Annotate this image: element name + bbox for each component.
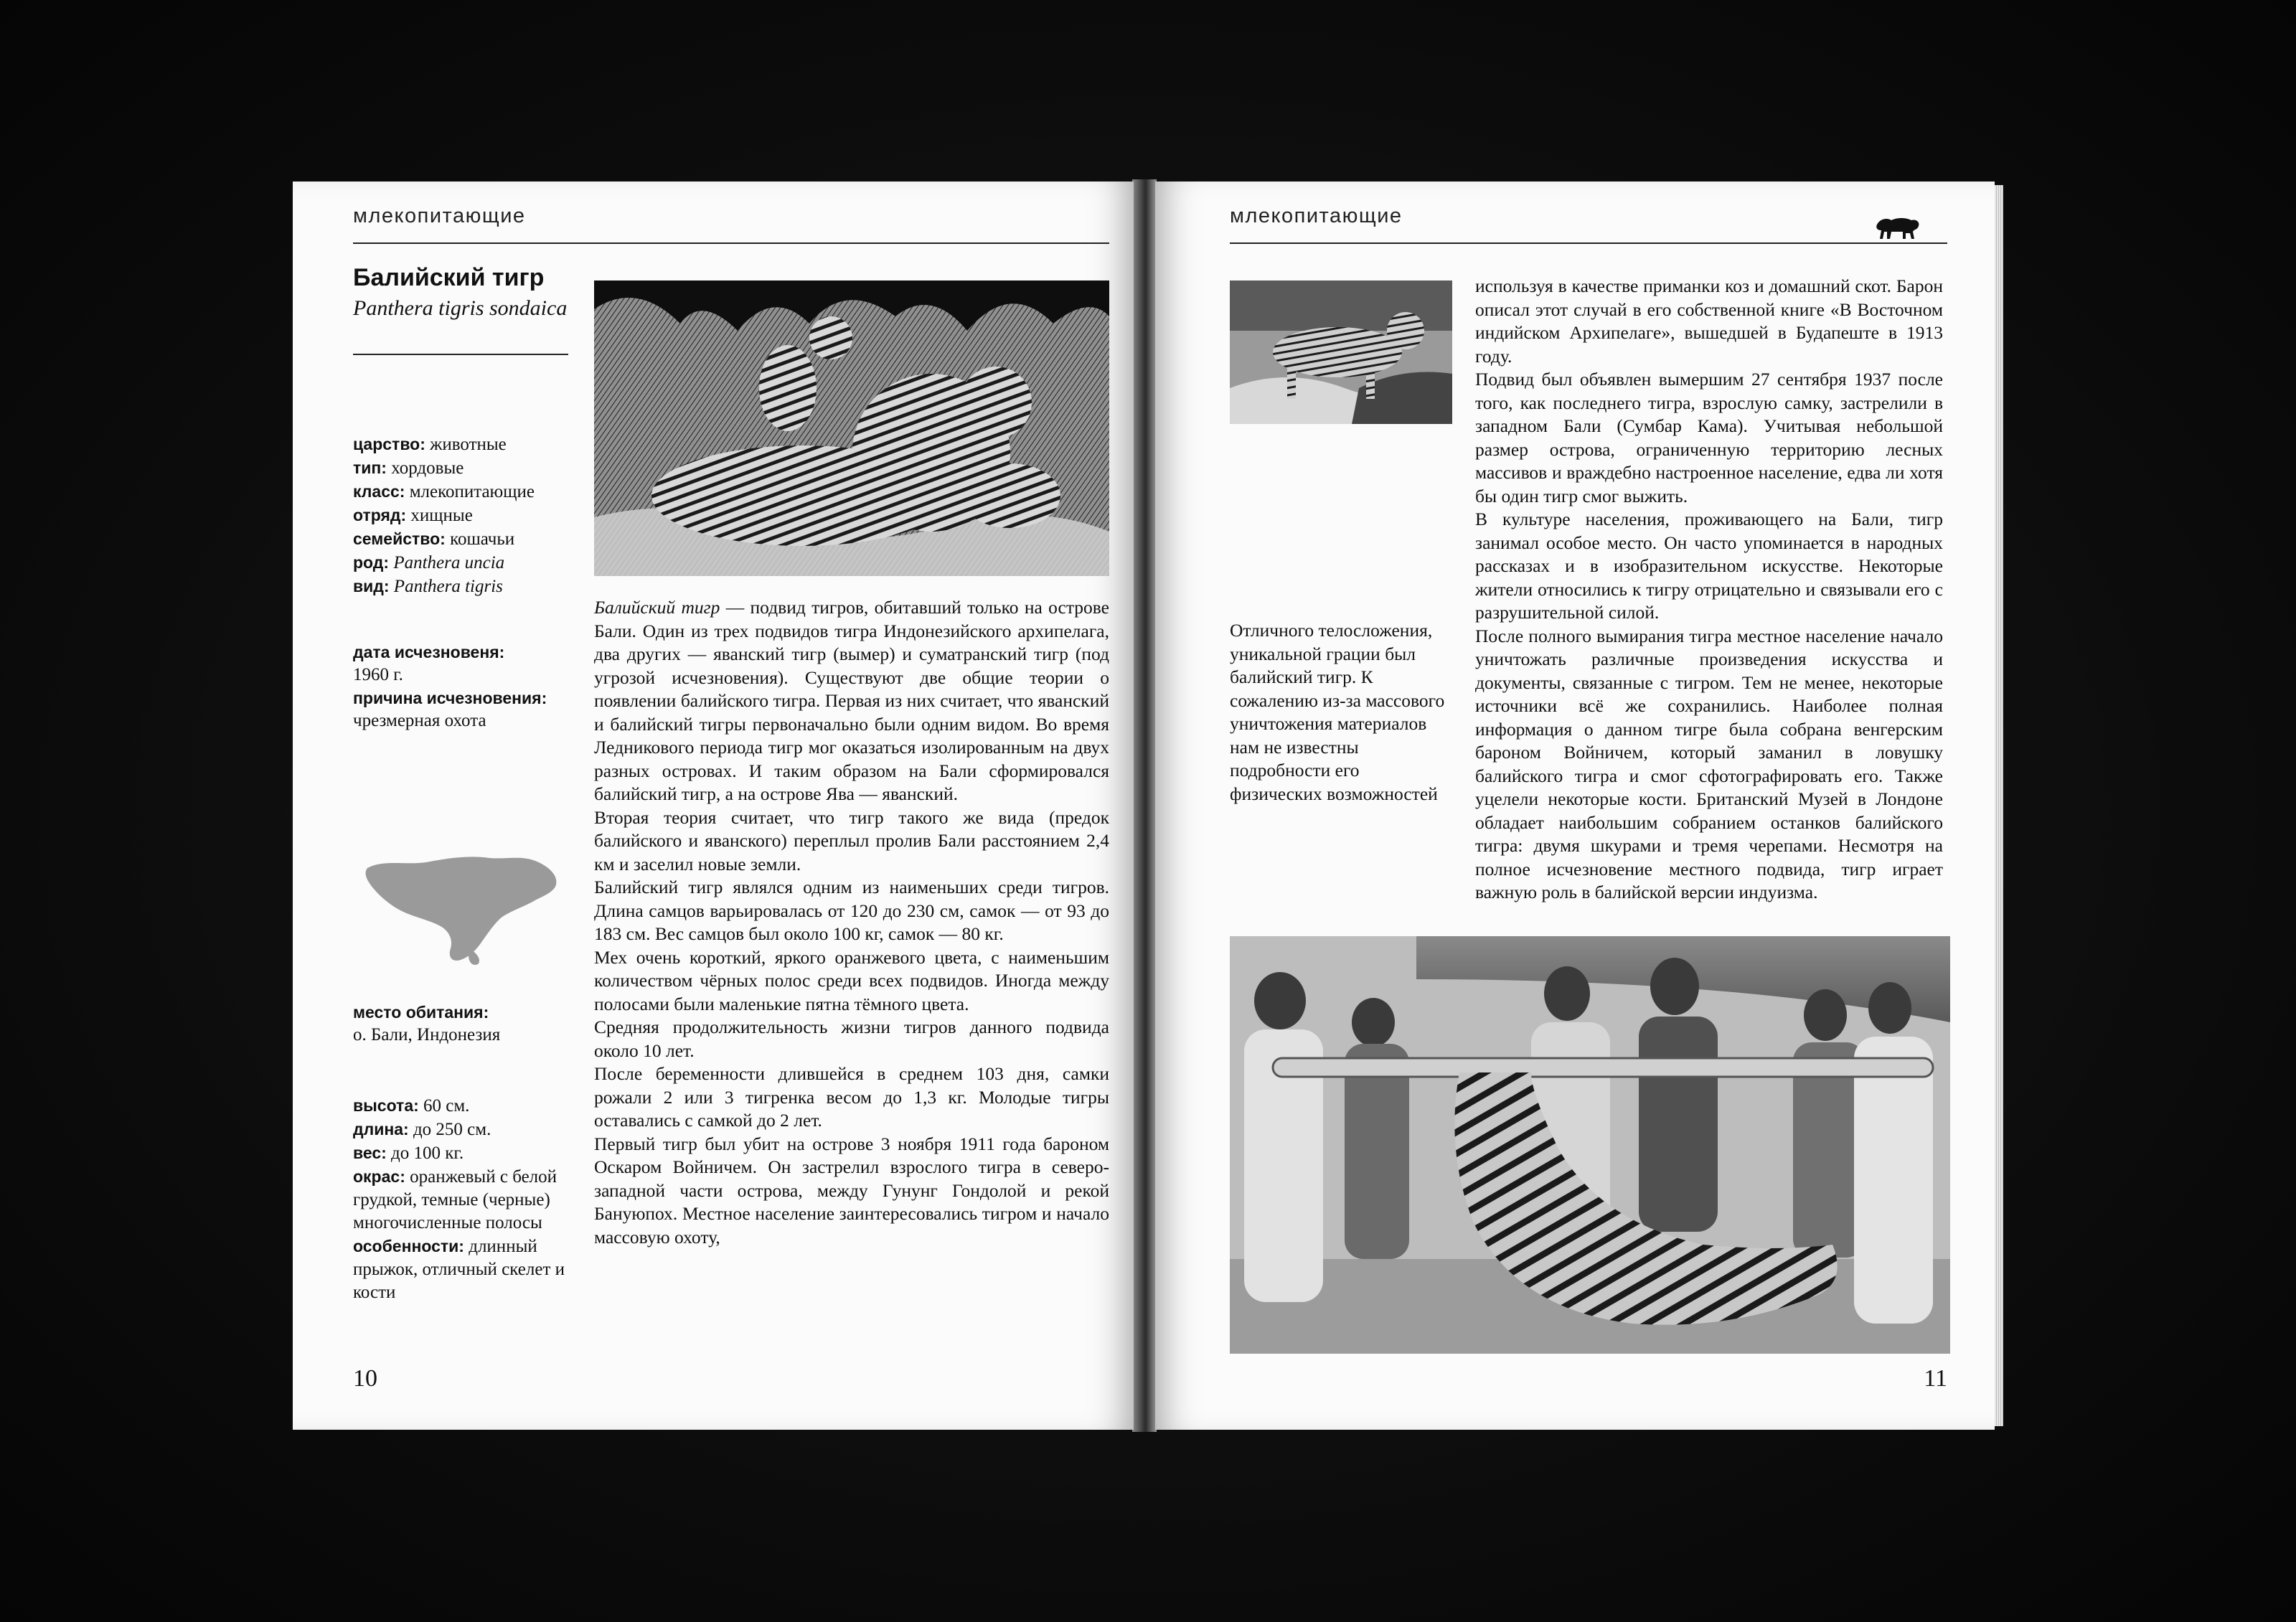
bali-island-map: [362, 852, 563, 967]
extinction-cause-label: причина исчезновения:: [353, 689, 547, 707]
title-rule: [353, 354, 568, 355]
paragraph: Средняя продолжительность жизни тигров данного подвида около 10 лет.: [594, 1017, 1109, 1061]
photo-caption: Отличного телосложения, уникальной грации был балийский тигр. К сожалению из-за массового уничтожения материалов нам не известны подробности его физических возможностей: [1230, 620, 1445, 804]
taxonomy-row: род: Panthera uncia: [353, 553, 505, 572]
panther-icon: [1874, 210, 1923, 242]
main-article-text: [594, 596, 1109, 1249]
running-head: млекопитающие: [1230, 204, 1403, 227]
article-title: Балийский тигр: [353, 264, 545, 291]
tiger-family-engraving: [594, 280, 1109, 576]
taxonomy-row: отряд: хищные: [353, 506, 473, 525]
taxonomy-row: класс: млекопитающие: [353, 482, 535, 501]
habitat-label: место обитания:: [353, 1003, 489, 1022]
paragraph: В культуре населения, проживающего на Бали, тигр занимал особое место. Он часто упоминается в народных рассказах и в изобразительном искусстве. Некоторые жители относились к тигру отрицательно и связывали его с разрушительной силой.: [1475, 509, 1943, 623]
paragraph: Балийский тигр — подвид тигров, обитавший только на острове Бали. Один из трех подвидов тигра Индонезийского архипелага, два других — яванский тигр (вымер) и суматранский тигр (под угрозой исчезновения). Существуют две общие теории о появлении балийского тигра. Первая из них считает, что яванский и балийский тигры первоначально были одним видом. Во время Ледникового периода тигр мог оказаться изолированным на двух разных островах. И таким образом на Бали сформировался балийский тигр, а на острове Ява — яванский.: [594, 597, 1109, 804]
stat-row: высота: 60 см.: [353, 1096, 470, 1116]
running-head: млекопитающие: [353, 204, 526, 227]
paragraph: Подвид был объявлен вымершим 27 сентября 1937 после того, как последнего тигра, взрослую самку, застрелили в западном Бали (Сумбар Кама). Учитывая небольшой размер острова, ограниченную территорию лесных массивов и враждебно настроенное население, едва ли хотя бы один тигр смог выжить.: [1475, 369, 1943, 506]
habitat-value: о. Бали, Индонезия: [353, 1025, 501, 1045]
page-number: 11: [1924, 1365, 1947, 1392]
extinction-info: [353, 641, 583, 732]
taxonomy-list: [353, 433, 583, 598]
hunters-with-tiger-photo: [1230, 936, 1950, 1354]
paragraph: Балийский тигр являлся одним из наименьших среди тигров. Длина самцов варьировалась от 120 до 230 см, самок — от 93 до 183 см. Вес самцов был около 100 кг, самок — 80 кг.: [594, 877, 1109, 944]
habitat-info: [353, 1001, 583, 1047]
header-rule: [1230, 242, 1947, 244]
latin-name: Panthera tigris sondaica: [353, 296, 568, 320]
stat-row: окрас: оранжевый с белой грудкой, темные (черные) многочисленные полосы: [353, 1167, 557, 1232]
paragraph: Вторая теория считает, что тигр такого же вида (предок балийского и яванского) переплыл пролив Бали расстоянием 2,4 км и заселил новые земли.: [594, 806, 1109, 874]
paragraph: используя в качестве приманки коз и домашний скот. Барон описал этот случай в его собственной книге «В Восточном индийском Архипелаге», вышедшей в Будапеште в 1913 году.: [1475, 275, 1943, 367]
continued-article-text: [1475, 275, 1943, 905]
taxonomy-row: семейство: кошачьи: [353, 529, 515, 549]
book-gutter: [1132, 179, 1157, 1432]
extinction-date-label: дата исчезновеня:: [353, 643, 505, 661]
paragraph: После беременности длившейся в среднем 103 дня, самки рожали 2 или 3 тигренка весом до 1,3 кг. Молодые тигры оставались с самкой до 2 лет.: [594, 1063, 1109, 1131]
extinction-date-value: 1960 г.: [353, 665, 403, 684]
taxonomy-row: царство: животные: [353, 435, 507, 454]
paragraph: Мех очень короткий, яркого оранжевого цвета, с наименьшим количеством чёрных полос среди всех подвидов. Иногда между полосами были маленькие пятна тёмного цвета.: [594, 946, 1109, 1014]
left-page: [293, 181, 1134, 1430]
page-edges: [1995, 185, 2003, 1426]
stat-row: вес: до 100 кг.: [353, 1144, 464, 1163]
stat-row: длина: до 250 см.: [353, 1120, 491, 1139]
stat-row: особенности: длинный прыжок, отличный скелет и кости: [353, 1237, 565, 1302]
taxonomy-row: тип: хордовые: [353, 458, 464, 478]
header-rule: [353, 242, 1109, 244]
right-page: [1155, 181, 1995, 1430]
paragraph: Первый тигр был убит на острове 3 ноября 1911 года бароном Оскаром Войничем. Он застрелил взрослого тигра в северо-западной части острова, между Гунунг Гондолой и рекой Бануюпох. Местное население заинтересовались тигром и начало массовую охоту,: [594, 1133, 1109, 1248]
extinction-cause-value: чрезмерная охота: [353, 711, 486, 730]
tiger-photo-small: [1230, 280, 1452, 424]
taxonomy-row: вид: Panthera tigris: [353, 577, 503, 596]
paragraph: После полного вымирания тигра местное население начало уничтожать различные произведения искусства и документы, связанные с тигром. Тем не менее, некоторые источники всё же сохранились. Наиболее полная информация о данном тигре была собрана венгерским бароном Войничем, который заманил в ловушку балийского тигра и смог сфотографировать его. Также уцелели некоторые кости. Британский Музей в Лондоне обладает наибольшим собранием останков балийского тигра: двумя шкурами и тремя черепами. Несмотря на полное исчезновение местного подвида, тигр играет важную роль в балийской версии индуизма.: [1475, 625, 1943, 902]
page-number: 10: [353, 1365, 377, 1392]
physical-stats: [353, 1094, 575, 1304]
